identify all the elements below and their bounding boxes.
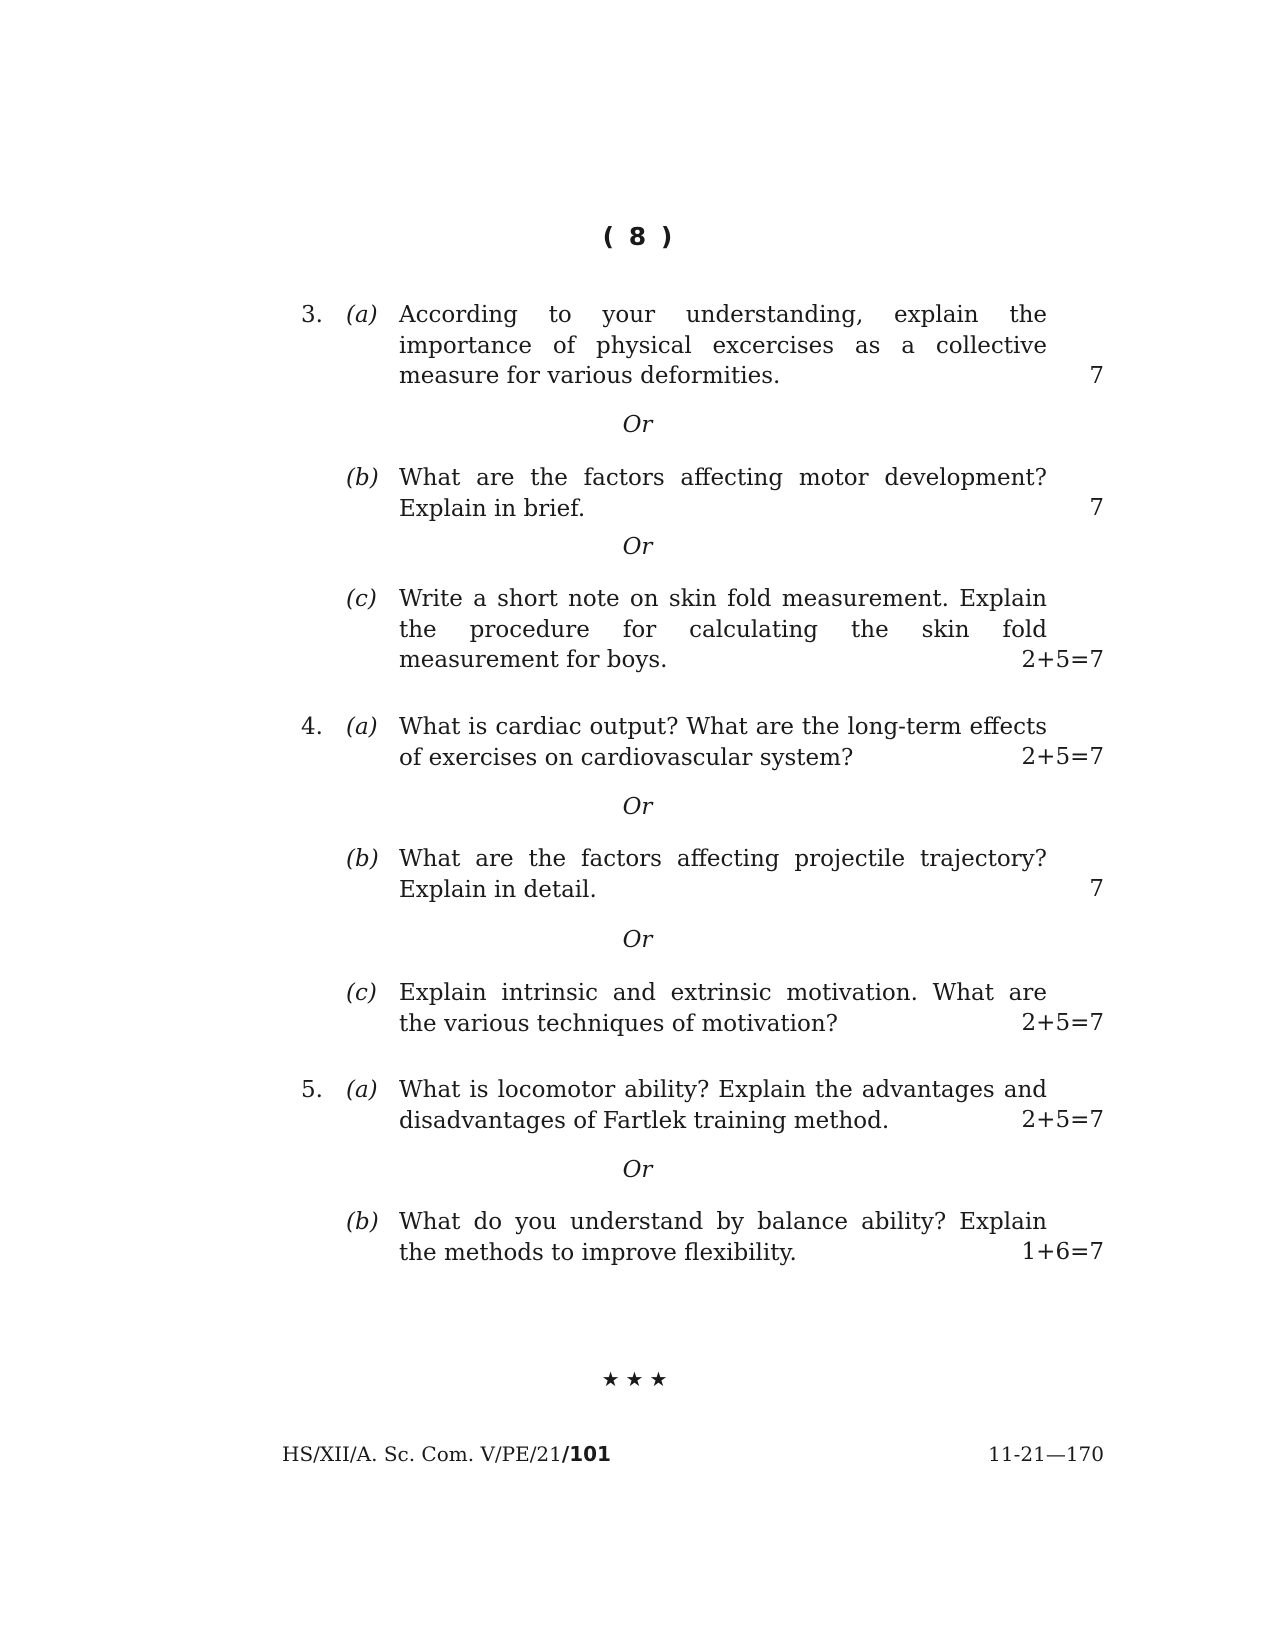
question-number: 5. — [301, 1077, 323, 1103]
or-separator: Or — [622, 794, 653, 820]
question-text: What are the factors affecting projectile trajectory? Explain in detail. — [399, 846, 1047, 903]
paper-code-suffix: /101 — [561, 1442, 611, 1466]
or-separator: Or — [622, 927, 653, 953]
paper-code — [282, 1440, 611, 1468]
question-number: 3. — [301, 302, 323, 328]
end-marker-stars: ★★★ — [601, 1367, 674, 1391]
part-label: (a) — [346, 302, 378, 328]
or-separator: Or — [622, 412, 653, 438]
question-text: According to your understanding, explain the importance of physical excercises as a collective measure for various deformities. — [399, 302, 1047, 389]
question-text: What do you understand by balance ability? Explain the methods to improve flexibility. — [399, 1209, 1047, 1266]
question-text: What are the factors affecting motor development? Explain in brief. — [399, 465, 1047, 522]
question-text: What is locomotor ability? Explain the advantages and disadvantages of Fartlek training method. — [399, 1077, 1047, 1134]
part-label: (c) — [346, 586, 377, 612]
or-separator: Or — [622, 534, 653, 560]
page-number: ( 8 ) — [602, 222, 673, 251]
part-label: (b) — [346, 1209, 379, 1235]
part-label: (b) — [346, 465, 379, 491]
part-label: (a) — [346, 1077, 378, 1103]
or-separator: Or — [622, 1157, 653, 1183]
print-code: 11-21—170 — [988, 1442, 1104, 1466]
part-label: (a) — [346, 714, 378, 740]
question-text: What is cardiac output? What are the long-term effects of exercises on cardiovascular system? — [399, 714, 1047, 771]
question-number: 4. — [301, 714, 323, 740]
question-text: Write a short note on skin fold measurement. Explain the procedure for calculating the skin fold measurement for boys. — [399, 586, 1047, 673]
part-label: (c) — [346, 980, 377, 1006]
part-label: (b) — [346, 846, 379, 872]
question-text: Explain intrinsic and extrinsic motivation. What are the various techniques of motivation? — [399, 980, 1047, 1037]
paper-code-prefix: HS/XII/A. Sc. Com. V/PE/21 — [282, 1442, 562, 1466]
